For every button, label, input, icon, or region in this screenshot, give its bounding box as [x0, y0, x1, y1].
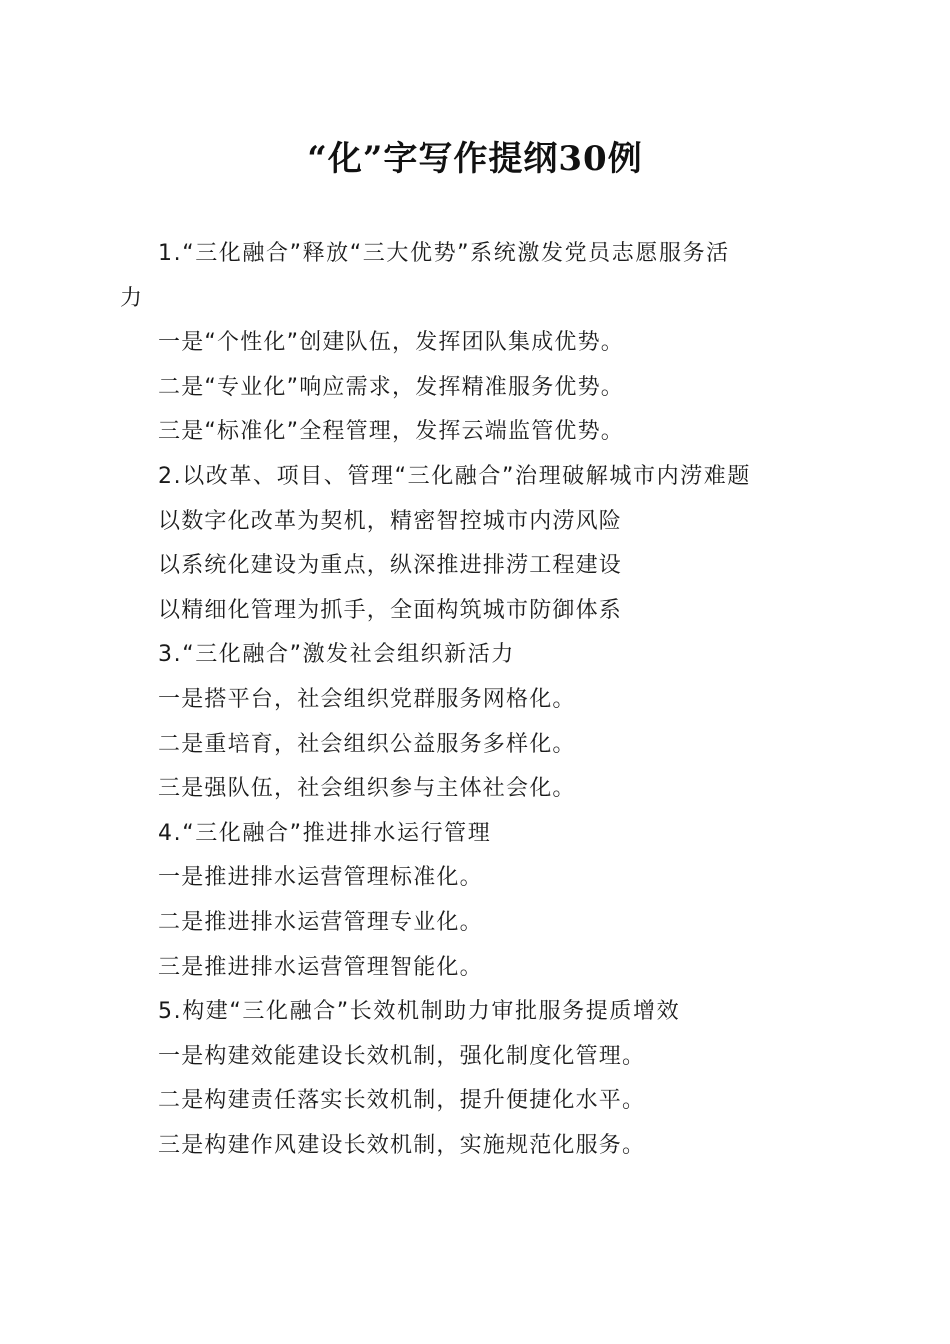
section-point: 以数字化改革为契机，精密智控城市内涝风险: [158, 508, 623, 534]
document-body: [120, 232, 830, 1168]
section-point: 二是“专业化”响应需求，发挥精准服务优势。: [158, 374, 624, 400]
section-point: 一是构建效能建设长效机制，强化制度化管理。: [158, 1043, 646, 1069]
document-title: “化”字写作提纲30例: [307, 139, 643, 179]
section-heading-line: 1.“三化融合”释放“三大优势”系统激发党员志愿服务活: [158, 241, 730, 266]
section-heading: 3.“三化融合”激发社会组织新活力: [158, 642, 515, 668]
section-point: 三是强队伍，社会组织参与主体社会化。: [158, 776, 576, 802]
section-point: 以精细化管理为抓手，全面构筑城市防御体系: [158, 597, 623, 623]
section-heading: [120, 232, 830, 321]
section-heading: 5.构建“三化融合”长效机制助力审批服务提质增效: [158, 999, 681, 1025]
section-heading-line: 力: [120, 285, 144, 311]
section-point: 一是“个性化”创建队伍，发挥团队集成优势。: [158, 330, 624, 356]
section-point: 二是推进排水运营管理专业化。: [158, 909, 483, 935]
section-point: 三是构建作风建设长效机制，实施规范化服务。: [158, 1132, 646, 1158]
section-point: 一是推进排水运营管理标准化。: [158, 865, 483, 891]
section-point: 一是搭平台，社会组织党群服务网格化。: [158, 686, 576, 712]
section-point: 三是“标准化”全程管理，发挥云端监管优势。: [158, 419, 624, 445]
section-point: 三是推进排水运营管理智能化。: [158, 954, 483, 980]
section-point: 二是重培育，社会组织公益服务多样化。: [158, 731, 576, 757]
section-heading: 2.以改革、项目、管理“三化融合”治理破解城市内涝难题: [158, 463, 751, 489]
section-point: 以系统化建设为重点，纵深推进排涝工程建设: [158, 553, 623, 579]
section-heading: 4.“三化融合”推进排水运行管理: [158, 820, 492, 846]
section-point: 二是构建责任落实长效机制，提升便捷化水平。: [158, 1088, 646, 1114]
